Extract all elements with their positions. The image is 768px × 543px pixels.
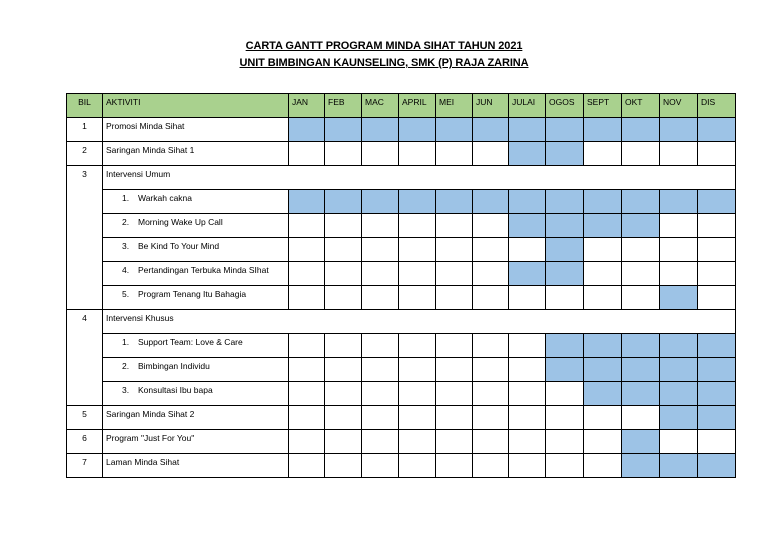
gantt-empty-cell	[622, 406, 660, 430]
bil-cell: 4	[67, 310, 103, 406]
gantt-bar-cell	[325, 190, 362, 214]
header-month: OKT	[622, 94, 660, 118]
gantt-empty-cell	[622, 238, 660, 262]
bil-cell: 2	[67, 142, 103, 166]
gantt-empty-cell	[399, 214, 436, 238]
bil-cell: 6	[67, 430, 103, 454]
gantt-empty-cell	[362, 406, 399, 430]
gantt-empty-cell	[399, 406, 436, 430]
table-row	[67, 406, 736, 430]
header-month: JAN	[289, 94, 325, 118]
gantt-bar-cell	[698, 382, 736, 406]
gantt-empty-cell	[660, 142, 698, 166]
gantt-empty-cell	[698, 214, 736, 238]
gantt-empty-cell	[473, 238, 509, 262]
gantt-bar-cell	[509, 190, 546, 214]
gantt-empty-cell	[473, 142, 509, 166]
gantt-empty-cell	[473, 286, 509, 310]
table-row	[67, 310, 736, 334]
gantt-body	[67, 94, 736, 478]
gantt-bar-cell	[584, 358, 622, 382]
header-bil: BIL	[67, 94, 103, 118]
sub-activity-number: 5.	[122, 289, 130, 299]
gantt-bar-cell	[622, 382, 660, 406]
gantt-empty-cell	[325, 334, 362, 358]
header-aktiviti: AKTIVITI	[103, 94, 289, 118]
gantt-bar-cell	[509, 118, 546, 142]
gantt-bar-cell	[698, 190, 736, 214]
gantt-bar-cell	[660, 358, 698, 382]
sub-activity	[106, 289, 246, 299]
sub-activity-label: Warkah cakna	[138, 193, 193, 203]
sub-activity-label: Be Kind To Your Mind	[138, 241, 220, 251]
gantt-bar-cell	[622, 190, 660, 214]
sub-activity-number: 2.	[122, 361, 130, 371]
gantt-bar-cell	[622, 118, 660, 142]
table-row	[67, 118, 736, 142]
sub-activity-label: Morning Wake Up Call	[138, 217, 223, 227]
header-month: DIS	[698, 94, 736, 118]
gantt-empty-cell	[325, 454, 362, 478]
gantt-empty-cell	[325, 262, 362, 286]
header-month: FEB	[325, 94, 362, 118]
bil-cell: 7	[67, 454, 103, 478]
chart-title-block	[0, 38, 768, 72]
gantt-empty-cell	[289, 358, 325, 382]
sub-activity	[106, 361, 210, 371]
gantt-bar-cell	[584, 214, 622, 238]
gantt-bar-cell	[622, 214, 660, 238]
gantt-bar-cell	[399, 118, 436, 142]
gantt-bar-cell	[698, 118, 736, 142]
sub-activity-label: Konsultasi Ibu bapa	[138, 385, 213, 395]
gantt-bar-cell	[660, 118, 698, 142]
gantt-empty-cell	[546, 286, 584, 310]
table-row	[67, 286, 736, 310]
gantt-empty-cell	[289, 262, 325, 286]
sub-activity-cell	[103, 334, 289, 358]
gantt-empty-cell	[509, 382, 546, 406]
gantt-bar-cell	[698, 406, 736, 430]
gantt-empty-cell	[325, 382, 362, 406]
gantt-empty-cell	[289, 286, 325, 310]
gantt-empty-cell	[362, 142, 399, 166]
gantt-empty-cell	[473, 358, 509, 382]
gantt-empty-cell	[546, 430, 584, 454]
gantt-empty-cell	[362, 430, 399, 454]
gantt-empty-cell	[546, 382, 584, 406]
gantt-empty-cell	[584, 238, 622, 262]
gantt-empty-cell	[584, 406, 622, 430]
gantt-empty-cell	[325, 214, 362, 238]
gantt-empty-cell	[362, 382, 399, 406]
gantt-bar-cell	[698, 334, 736, 358]
gantt-empty-cell	[362, 334, 399, 358]
gantt-bar-cell	[546, 334, 584, 358]
gantt-empty-cell	[436, 334, 473, 358]
gantt-bar-cell	[546, 238, 584, 262]
gantt-empty-cell	[399, 286, 436, 310]
sub-activity	[106, 265, 269, 275]
sub-activity	[106, 217, 223, 227]
sub-activity-cell	[103, 190, 289, 214]
gantt-empty-cell	[584, 286, 622, 310]
gantt-empty-cell	[399, 454, 436, 478]
group-heading-cell: Intervensi Umum	[103, 166, 736, 190]
header-month: MAC	[362, 94, 399, 118]
gantt-empty-cell	[399, 382, 436, 406]
gantt-empty-cell	[622, 286, 660, 310]
gantt-empty-cell	[473, 382, 509, 406]
gantt-bar-cell	[660, 406, 698, 430]
gantt-empty-cell	[325, 286, 362, 310]
gantt-empty-cell	[546, 454, 584, 478]
gantt-bar-cell	[509, 214, 546, 238]
gantt-bar-cell	[622, 358, 660, 382]
gantt-bar-cell	[473, 118, 509, 142]
gantt-empty-cell	[509, 454, 546, 478]
bil-cell: 5	[67, 406, 103, 430]
gantt-empty-cell	[362, 214, 399, 238]
gantt-empty-cell	[698, 238, 736, 262]
table-row	[67, 190, 736, 214]
activity-cell: Laman Minda Sihat	[103, 454, 289, 478]
gantt-bar-cell	[546, 358, 584, 382]
gantt-empty-cell	[325, 238, 362, 262]
gantt-bar-cell	[325, 118, 362, 142]
gantt-empty-cell	[660, 214, 698, 238]
sub-activity	[106, 337, 243, 347]
table-row	[67, 430, 736, 454]
gantt-empty-cell	[473, 334, 509, 358]
gantt-empty-cell	[584, 142, 622, 166]
sub-activity-cell	[103, 382, 289, 406]
gantt-bar-cell	[362, 190, 399, 214]
gantt-empty-cell	[289, 238, 325, 262]
sub-activity-number: 3.	[122, 385, 130, 395]
gantt-empty-cell	[584, 454, 622, 478]
gantt-bar-cell	[584, 382, 622, 406]
gantt-bar-cell	[436, 118, 473, 142]
sub-activity-cell	[103, 238, 289, 262]
document-title: CARTA GANTT PROGRAM MINDA SIHAT TAHUN 2021	[245, 40, 523, 52]
gantt-bar-cell	[622, 454, 660, 478]
table-row	[67, 382, 736, 406]
gantt-bar-cell	[584, 118, 622, 142]
gantt-bar-cell	[289, 118, 325, 142]
gantt-bar-cell	[698, 358, 736, 382]
gantt-bar-cell	[546, 190, 584, 214]
gantt-bar-cell	[399, 190, 436, 214]
sub-activity	[106, 241, 219, 251]
table-row	[67, 358, 736, 382]
gantt-bar-cell	[509, 262, 546, 286]
gantt-empty-cell	[325, 358, 362, 382]
activity-cell: Saringan Minda Sihat 2	[103, 406, 289, 430]
gantt-empty-cell	[436, 142, 473, 166]
gantt-empty-cell	[584, 262, 622, 286]
sub-activity-number: 1.	[122, 337, 130, 347]
header-month: JULAI	[509, 94, 546, 118]
gantt-bar-cell	[660, 190, 698, 214]
gantt-empty-cell	[436, 286, 473, 310]
gantt-bar-cell	[660, 286, 698, 310]
gantt-empty-cell	[509, 430, 546, 454]
gantt-empty-cell	[436, 262, 473, 286]
gantt-bar-cell	[546, 262, 584, 286]
table-row	[67, 166, 736, 190]
gantt-empty-cell	[584, 430, 622, 454]
sub-activity-number: 1.	[122, 193, 130, 203]
gantt-empty-cell	[289, 382, 325, 406]
gantt-bar-cell	[698, 454, 736, 478]
gantt-empty-cell	[698, 262, 736, 286]
gantt-empty-cell	[289, 334, 325, 358]
header-month: MEI	[436, 94, 473, 118]
document-subtitle: UNIT BIMBINGAN KAUNSELING, SMK (P) RAJA ZARINA	[239, 57, 529, 69]
sub-activity-number: 2.	[122, 217, 130, 227]
header-month: NOV	[660, 94, 698, 118]
gantt-empty-cell	[509, 286, 546, 310]
sub-activity-cell	[103, 262, 289, 286]
activity-cell: Saringan Minda Sihat 1	[103, 142, 289, 166]
sub-activity-label: Bimbingan Individu	[138, 361, 210, 371]
gantt-empty-cell	[509, 334, 546, 358]
gantt-empty-cell	[399, 334, 436, 358]
gantt-empty-cell	[289, 406, 325, 430]
gantt-empty-cell	[622, 142, 660, 166]
sub-activity-number: 3.	[122, 241, 130, 251]
sub-activity-label: Support Team: Love & Care	[138, 337, 243, 347]
gantt-empty-cell	[436, 406, 473, 430]
gantt-empty-cell	[698, 142, 736, 166]
gantt-empty-cell	[289, 142, 325, 166]
gantt-table	[66, 93, 736, 478]
gantt-empty-cell	[698, 430, 736, 454]
header-row	[67, 94, 736, 118]
gantt-empty-cell	[399, 262, 436, 286]
gantt-empty-cell	[436, 214, 473, 238]
gantt-bar-cell	[436, 190, 473, 214]
gantt-empty-cell	[436, 430, 473, 454]
gantt-empty-cell	[325, 142, 362, 166]
gantt-empty-cell	[509, 358, 546, 382]
gantt-empty-cell	[622, 262, 660, 286]
table-row	[67, 214, 736, 238]
gantt-bar-cell	[622, 334, 660, 358]
table-row	[67, 454, 736, 478]
gantt-empty-cell	[399, 358, 436, 382]
gantt-empty-cell	[325, 406, 362, 430]
gantt-empty-cell	[509, 406, 546, 430]
table-row	[67, 142, 736, 166]
activity-cell: Program "Just For You"	[103, 430, 289, 454]
gantt-empty-cell	[362, 454, 399, 478]
gantt-empty-cell	[289, 214, 325, 238]
gantt-empty-cell	[660, 238, 698, 262]
header-month: APRIL	[399, 94, 436, 118]
header-month: OGOS	[546, 94, 584, 118]
gantt-bar-cell	[473, 190, 509, 214]
gantt-empty-cell	[473, 430, 509, 454]
gantt-bar-cell	[546, 142, 584, 166]
gantt-empty-cell	[660, 430, 698, 454]
table-row	[67, 262, 736, 286]
sub-activity-cell	[103, 286, 289, 310]
gantt-bar-cell	[584, 334, 622, 358]
gantt-empty-cell	[436, 454, 473, 478]
sub-activity-cell	[103, 358, 289, 382]
sub-activity-number: 4.	[122, 265, 130, 275]
bil-cell: 1	[67, 118, 103, 142]
gantt-empty-cell	[473, 214, 509, 238]
sub-activity-label: Pertandingan Terbuka Minda SIhat	[138, 265, 269, 275]
gantt-empty-cell	[473, 454, 509, 478]
gantt-empty-cell	[362, 262, 399, 286]
gantt-bar-cell	[546, 118, 584, 142]
gantt-empty-cell	[289, 454, 325, 478]
header-month: JUN	[473, 94, 509, 118]
gantt-bar-cell	[509, 142, 546, 166]
table-row	[67, 334, 736, 358]
gantt-empty-cell	[399, 142, 436, 166]
gantt-empty-cell	[436, 238, 473, 262]
group-heading-cell: Intervensi Khusus	[103, 310, 736, 334]
gantt-bar-cell	[289, 190, 325, 214]
gantt-empty-cell	[325, 430, 362, 454]
gantt-empty-cell	[362, 286, 399, 310]
gantt-bar-cell	[660, 382, 698, 406]
gantt-bar-cell	[584, 190, 622, 214]
gantt-empty-cell	[546, 406, 584, 430]
gantt-empty-cell	[660, 262, 698, 286]
activity-cell: Promosi Minda Sihat	[103, 118, 289, 142]
sub-activity-label: Program Tenang Itu Bahagia	[138, 289, 247, 299]
sub-activity	[106, 385, 213, 395]
gantt-empty-cell	[509, 238, 546, 262]
gantt-empty-cell	[399, 430, 436, 454]
sub-activity-cell	[103, 214, 289, 238]
gantt-empty-cell	[436, 358, 473, 382]
gantt-bar-cell	[546, 214, 584, 238]
gantt-empty-cell	[436, 382, 473, 406]
gantt-empty-cell	[473, 406, 509, 430]
gantt-empty-cell	[399, 238, 436, 262]
header-month: SEPT	[584, 94, 622, 118]
table-row	[67, 238, 736, 262]
sub-activity	[106, 193, 192, 203]
gantt-empty-cell	[473, 262, 509, 286]
gantt-empty-cell	[362, 358, 399, 382]
gantt-bar-cell	[362, 118, 399, 142]
bil-cell: 3	[67, 166, 103, 310]
gantt-empty-cell	[289, 430, 325, 454]
gantt-bar-cell	[660, 334, 698, 358]
gantt-empty-cell	[698, 286, 736, 310]
gantt-bar-cell	[660, 454, 698, 478]
gantt-empty-cell	[362, 238, 399, 262]
gantt-bar-cell	[622, 430, 660, 454]
